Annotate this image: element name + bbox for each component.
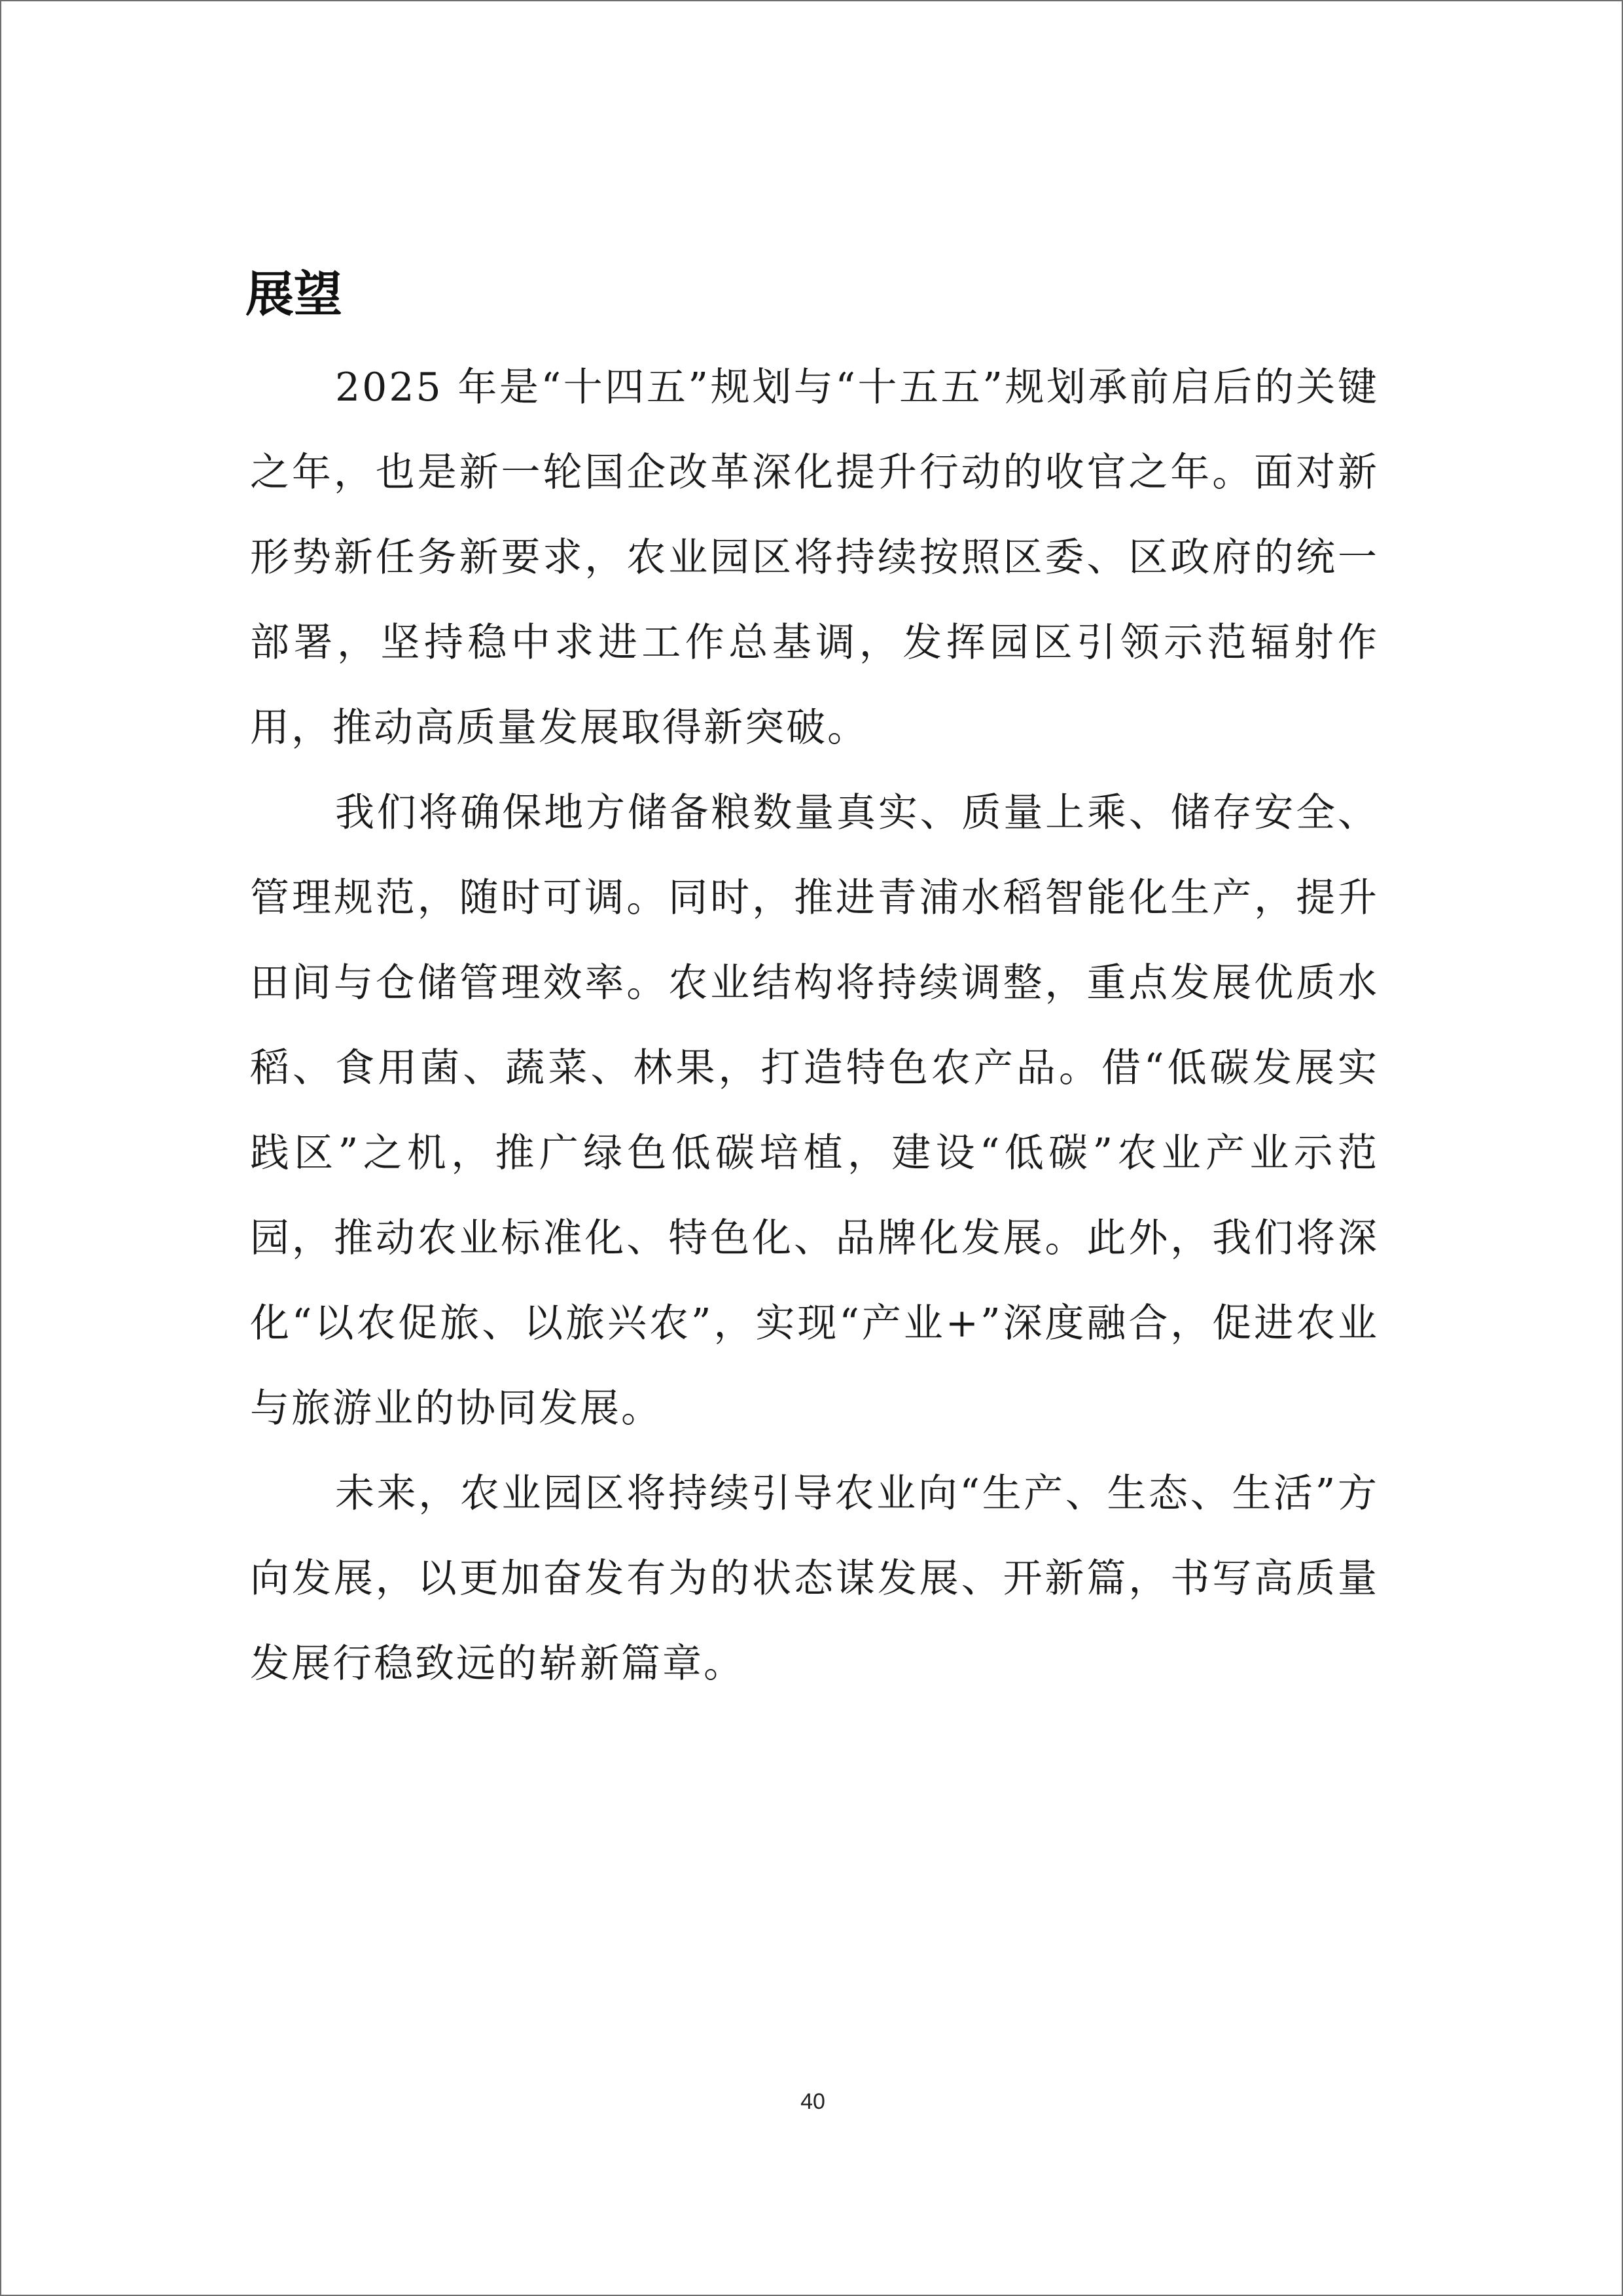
paragraph-3: 未来，农业园区将持续引导农业向“生产、生态、生活”方向发展，以更加奋发有为的状态谋发展、开新篇，书写高质量发展行稳致远的崭新篇章。: [250, 1471, 1379, 1687]
paragraph-2: 我们将确保地方储备粮数量真实、质量上乘、储存安全、管理规范，随时可调。同时，推进青浦水稻智能化生产，提升田间与仓储管理效率。农业结构将持续调整，重点发展优质水稻、食用菌、蔬菜、林果，打造特色农产品。借“低碳发展实践区”之机，推广绿色低碳培植，建设“低碳”农业产业示范园，推动农业标准化、特色化、品牌化发展。此外，我们将深化“以农促旅、以旅兴农”，实现“产业+”深度融合，促进农业与旅游业的协同发展。: [250, 790, 1379, 1431]
paragraph-1: 2025 年是“十四五”规划与“十五五”规划承前启后的关键之年，也是新一轮国企改革深化提升行动的收官之年。面对新形势新任务新要求，农业园区将持续按照区委、区政府的统一部署，坚持稳中求进工作总基调，发挥园区引领示范辐射作用，推动高质量发展取得新突破。: [250, 365, 1379, 751]
body-text: [250, 345, 1379, 1706]
page-number: 40: [800, 2089, 825, 2114]
section-heading: 展望: [245, 266, 342, 323]
